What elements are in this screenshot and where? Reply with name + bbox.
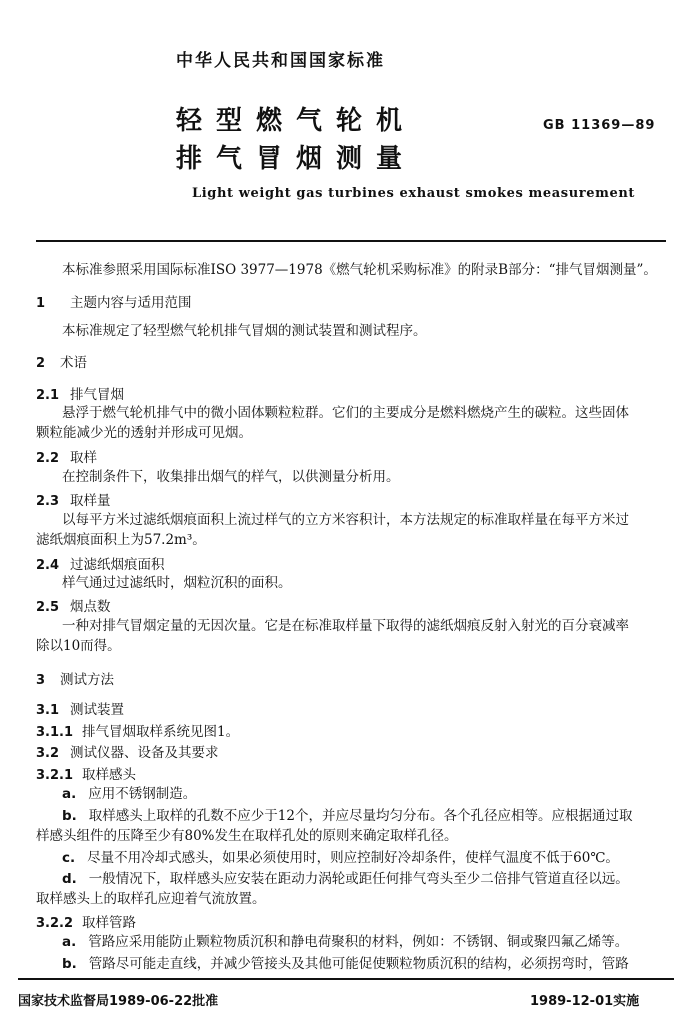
list-marker: d. <box>62 871 77 887</box>
section-3-2-heading <box>36 741 219 761</box>
section-2-4-heading <box>36 553 165 573</box>
english-title: Light weight gas turbines exhaust smokes measurement <box>192 186 635 201</box>
approval-date: 国家技术监督局1989-06-22批准 <box>18 994 219 1009</box>
section-number: 3.2.1 <box>36 768 74 783</box>
section-2-5-heading <box>36 595 111 615</box>
section-title: 主题内容与适用范围 <box>70 295 192 311</box>
section-3-2-1-heading <box>36 763 136 783</box>
section-title: 测试方法 <box>60 672 114 688</box>
section-3-heading <box>36 668 114 688</box>
list-marker: a. <box>62 786 77 802</box>
section-number: 3.2.2 <box>36 916 74 931</box>
list-item-3-2-2-b <box>62 954 652 974</box>
section-title: 取样管路 <box>82 915 136 931</box>
issuer-header: 中华人民共和国国家标准 <box>176 51 385 71</box>
section-title: 测试仪器、设备及其要求 <box>70 745 219 761</box>
section-title: 烟点数 <box>70 599 111 615</box>
section-2-1-text: 悬浮于燃气轮机排气中的微小固体颗粒粒群。它们的主要成分是燃料燃烧产生的碳粒。这些固体颗粒能减少光的透射并形成可见烟。 <box>36 405 629 441</box>
section-number: 2 <box>36 356 46 371</box>
list-item-text: 取样感头上取样的孔数不应少于12个，并应尽量均匀分布。各个孔径应相等。应根据通过取样感头组件的压降至少有80%发生在取样孔处的原则来确定取样孔径。 <box>36 808 633 844</box>
section-2-5-text: 一种对排气冒烟定量的无因次量。它是在标准取样量下取得的滤纸烟痕反射入射光的百分衰减率除以10而得。 <box>36 618 629 654</box>
section-title: 过滤纸烟痕面积 <box>70 557 165 573</box>
section-number: 2.3 <box>36 494 60 509</box>
list-item-text: 管路应采用能防止颗粒物质沉积和静电荷聚积的材料，例如：不锈钢、铜或聚四氟乙烯等。 <box>88 934 629 950</box>
section-title: 排气冒烟 <box>70 387 124 403</box>
section-2-3-heading <box>36 489 111 509</box>
intro-paragraph: 本标准参照采用国际标准ISO 3977—1978《燃气轮机采购标准》的附录B部分：“排气冒烟测量”。 <box>62 262 657 278</box>
list-item-3-2-2-a <box>62 932 668 952</box>
section-number: 2.5 <box>36 600 60 615</box>
standard-number: GB 11369—89 <box>543 118 656 133</box>
section-1-heading <box>36 291 192 311</box>
list-item-3-2-1-d <box>36 869 642 909</box>
section-1-text: 本标准规定了轻型燃气轮机排气冒烟的测试装置和测试程序。 <box>62 323 427 339</box>
effective-date: 1989-12-01实施 <box>530 994 640 1009</box>
section-title: 测试装置 <box>70 702 124 718</box>
section-3-1-1-heading <box>36 720 239 740</box>
title-line-2: 排气冒烟测量 <box>176 144 417 174</box>
section-title: 取样量 <box>70 493 111 509</box>
section-2-1-heading <box>36 383 124 403</box>
list-item-text: 一般情况下，取样感头应安装在距动力涡轮或距任何排气弯头至少二倍排气管道直径以远。取样感头上的取样孔应迎着气流放置。 <box>36 871 629 907</box>
list-item-text: 尽量不用冷却式感头，如果必须使用时，则应控制好冷却条件，使样气温度不低于60℃。 <box>87 850 619 866</box>
section-2-heading <box>36 351 87 371</box>
section-number: 3 <box>36 673 46 688</box>
list-marker: b. <box>62 808 77 824</box>
list-item-text: 应用不锈钢制造。 <box>88 786 197 802</box>
section-3-1-heading <box>36 698 124 718</box>
section-number: 3.1.1 <box>36 725 74 740</box>
section-3-2-2-heading <box>36 911 136 931</box>
section-2-2-text: 在控制条件下，收集排出烟气的样气，以供测量分析用。 <box>62 469 400 485</box>
section-number: 1 <box>36 296 46 311</box>
title-line-1: 轻型燃气轮机 <box>176 106 417 136</box>
list-marker: a. <box>62 934 77 950</box>
list-item-3-2-1-c <box>62 848 668 868</box>
list-marker: b. <box>62 956 77 972</box>
list-marker: c. <box>62 850 76 866</box>
section-title: 排气冒烟取样系统见图1。 <box>82 724 240 740</box>
section-title: 术语 <box>60 355 87 371</box>
top-divider <box>36 240 666 242</box>
bottom-divider <box>18 978 674 980</box>
section-number: 3.1 <box>36 703 60 718</box>
section-number: 2.2 <box>36 451 60 466</box>
section-number: 3.2 <box>36 746 60 761</box>
section-number: 2.4 <box>36 558 60 573</box>
list-item-text: 管路尽可能走直线，并减少管接头及其他可能促使颗粒物质沉积的结构，必须拐弯时，管路 <box>88 956 629 972</box>
section-2-3-text: 以每平方米过滤纸烟痕面积上流过样气的立方米容积计，本方法规定的标准取样量在每平方米过滤纸烟痕面积上为57.2m³。 <box>36 512 629 548</box>
list-item-3-2-1-a <box>62 784 668 804</box>
section-2-4-text: 样气通过过滤纸时，烟粒沉积的面积。 <box>62 575 292 591</box>
section-title: 取样 <box>70 450 97 466</box>
section-number: 2.1 <box>36 388 60 403</box>
list-item-3-2-1-b <box>36 806 642 846</box>
section-2-2-heading <box>36 446 97 466</box>
section-title: 取样感头 <box>82 767 136 783</box>
